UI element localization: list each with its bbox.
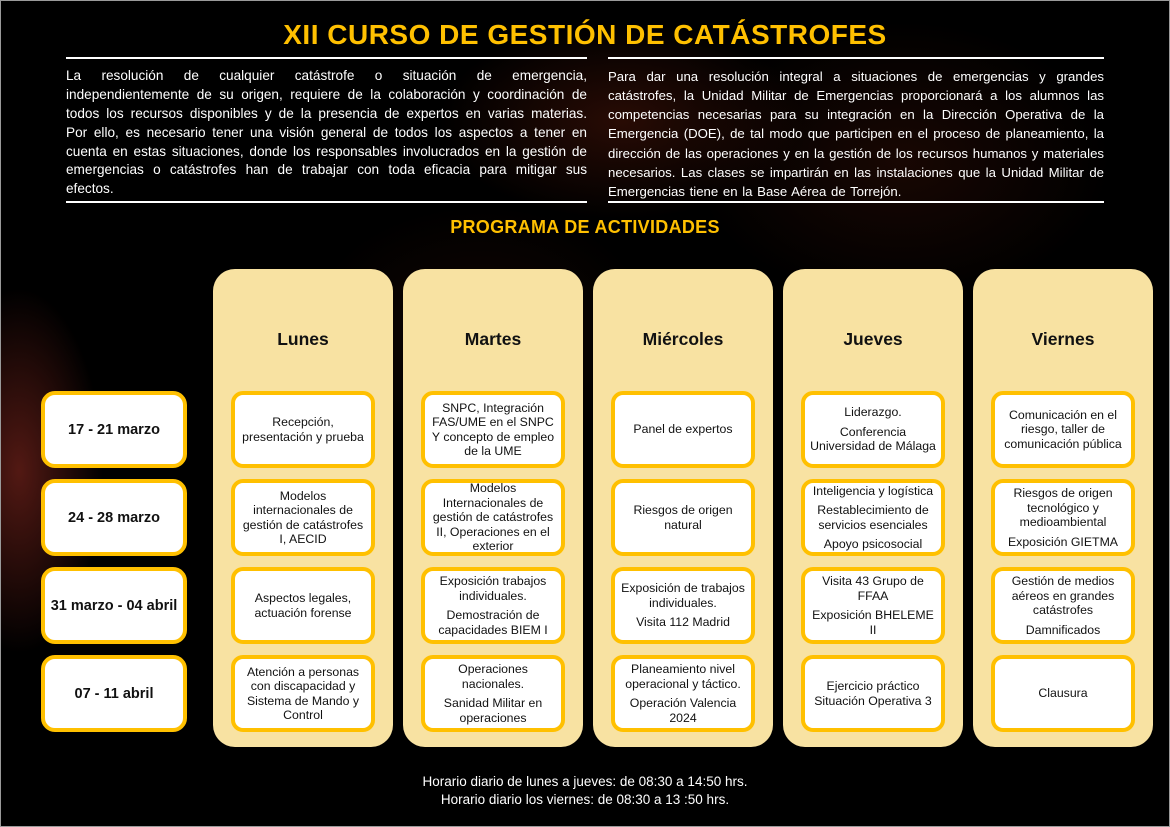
activity-text: Exposición BHELEME II bbox=[812, 608, 934, 637]
day-header: Miércoles bbox=[642, 329, 724, 349]
activity-cell bbox=[421, 391, 565, 468]
footer-schedule-hours bbox=[1, 773, 1169, 808]
activity-text: Modelos Internacionales de gestión de catástrofes II, Operaciones en el exterior bbox=[432, 481, 554, 554]
activity-text: Visita 43 Grupo de FFAA bbox=[822, 574, 924, 603]
activity-cell bbox=[991, 479, 1135, 556]
intro-paragraph-right bbox=[608, 57, 1104, 203]
footer-line-2: Horario diario los viernes: de 08:30 a 13 :50 hrs. bbox=[440, 791, 730, 807]
activity-text: Apoyo psicosocial bbox=[823, 537, 923, 551]
intro-paragraph-left bbox=[66, 57, 587, 203]
day-header: Jueves bbox=[843, 329, 903, 349]
activity-text: Visita 112 Madrid bbox=[636, 615, 730, 630]
date-range-box: 24 - 28 marzo bbox=[41, 479, 187, 556]
activity-text: Modelos internacionales de gestión de catástrofes I, AECID bbox=[242, 488, 364, 546]
date-range-box: 17 - 21 marzo bbox=[41, 391, 187, 468]
activity-text: Inteligencia y logística bbox=[812, 483, 934, 498]
activity-text: Gestión de medios aéreos en grandes catástrofes bbox=[1011, 574, 1115, 617]
intro-left-text: La resolución de cualquier catástrofe o situación de emergencia, independientemente de su origen, requiere de la colaboración y coordinación de todos los recursos disponibles y de la presencia de expertos en varias materias. Por ello, es necesario tener una visión general de todos los aspectos a tener en cuenta en estas situaciones, donde los responsables involucrados en la gestión de emergencias o catástrofes han de trabajar con toda eficacia para mitigar sus efectos. bbox=[66, 68, 587, 197]
activity-cell bbox=[991, 567, 1135, 644]
date-range-box: 31 marzo - 04 abril bbox=[41, 567, 187, 644]
activity-text: Liderazgo. bbox=[844, 405, 902, 420]
activity-text: Exposición GIETMA bbox=[1007, 534, 1119, 549]
activity-cell bbox=[421, 567, 565, 644]
activity-text: Sanidad Militar en operaciones bbox=[443, 696, 543, 725]
activity-cell bbox=[231, 479, 375, 556]
activity-cell bbox=[611, 391, 755, 468]
intro-right-text: Para dar una resolución integral a situaciones de emergencias y grandes catástrofes, la Unidad Militar de Emergencias proporcionará a los alumnos las competencias necesarias para su integración en la Dirección Operativa de la Emergencia (DOE), de tal modo que participen en el proceso de planeamiento, la dirección de las operaciones y en la gestión de los recursos humanos y materiales necesarios. Las clases se impartirán en las instalaciones que la Unidad Militar de Emergencias tiene en la Base Aérea de Torrejón. bbox=[608, 69, 1104, 199]
activity-text: Demostración de capacidades BIEM I bbox=[438, 608, 548, 637]
activity-cell bbox=[801, 655, 945, 732]
activity-cell bbox=[231, 567, 375, 644]
activity-text: Planeamiento nivel operacional y táctico. bbox=[625, 662, 741, 691]
day-column-jueves bbox=[783, 269, 963, 747]
activity-cell bbox=[611, 655, 755, 732]
day-header: Lunes bbox=[277, 329, 329, 349]
date-range-box: 07 - 11 abril bbox=[41, 655, 187, 732]
activity-text: Exposición de trabajos individuales. bbox=[621, 581, 745, 610]
activity-cell bbox=[421, 655, 565, 732]
day-column-lunes bbox=[213, 269, 393, 747]
day-column-miercoles bbox=[593, 269, 773, 747]
activity-cell bbox=[991, 655, 1135, 732]
activity-text: Riesgos de origen natural bbox=[633, 503, 733, 532]
activity-cell bbox=[231, 655, 375, 732]
activity-text: SNPC, Integración FAS/UME en el SNPC Y concepto de empleo de la UME bbox=[431, 400, 555, 458]
activity-cell bbox=[611, 567, 755, 644]
activity-text: Panel de expertos bbox=[633, 422, 733, 437]
activity-cell bbox=[231, 391, 375, 468]
activity-cell bbox=[801, 567, 945, 644]
dates-column bbox=[41, 269, 187, 747]
day-column-martes bbox=[403, 269, 583, 747]
section-heading: PROGRAMA DE ACTIVIDADES bbox=[450, 217, 720, 237]
activity-text: Riesgos de origen tecnológico y medioambiental bbox=[1013, 486, 1113, 529]
activity-cell bbox=[421, 479, 565, 556]
activity-text: Damnificados bbox=[1025, 622, 1101, 637]
day-column-viernes bbox=[973, 269, 1153, 747]
activity-text: Conferencia Universidad de Málaga bbox=[810, 424, 936, 454]
activity-text: Operación Valencia 2024 bbox=[629, 696, 737, 725]
day-header: Viernes bbox=[1031, 329, 1095, 349]
activity-text: Operaciones nacionales. bbox=[458, 662, 528, 691]
activity-text: Restablecimiento de servicios esenciales bbox=[817, 503, 929, 532]
activity-text: Ejercicio práctico Situación Operativa 3 bbox=[814, 679, 932, 708]
activity-text: Exposición trabajos individuales. bbox=[439, 574, 547, 603]
page-title: XII CURSO DE GESTIÓN DE CATÁSTROFES bbox=[283, 19, 887, 50]
activity-cell bbox=[611, 479, 755, 556]
activity-text: Recepción, presentación y prueba bbox=[242, 415, 364, 444]
activity-text: Comunicación en el riesgo, taller de comunicación pública bbox=[1004, 407, 1122, 451]
activity-text: Aspectos legales, actuación forense bbox=[254, 591, 352, 620]
activity-text: Clausura bbox=[1038, 686, 1088, 701]
footer-line-1: Horario diario de lunes a jueves: de 08:30 a 14:50 hrs. bbox=[422, 774, 748, 789]
schedule-grid bbox=[213, 269, 1163, 747]
activity-cell bbox=[991, 391, 1135, 468]
activity-cell bbox=[801, 391, 945, 468]
activity-cell bbox=[801, 479, 945, 556]
day-header: Martes bbox=[464, 329, 522, 349]
activity-text: Atención a personas con discapacidad y Sistema de Mando y Control bbox=[246, 664, 360, 722]
